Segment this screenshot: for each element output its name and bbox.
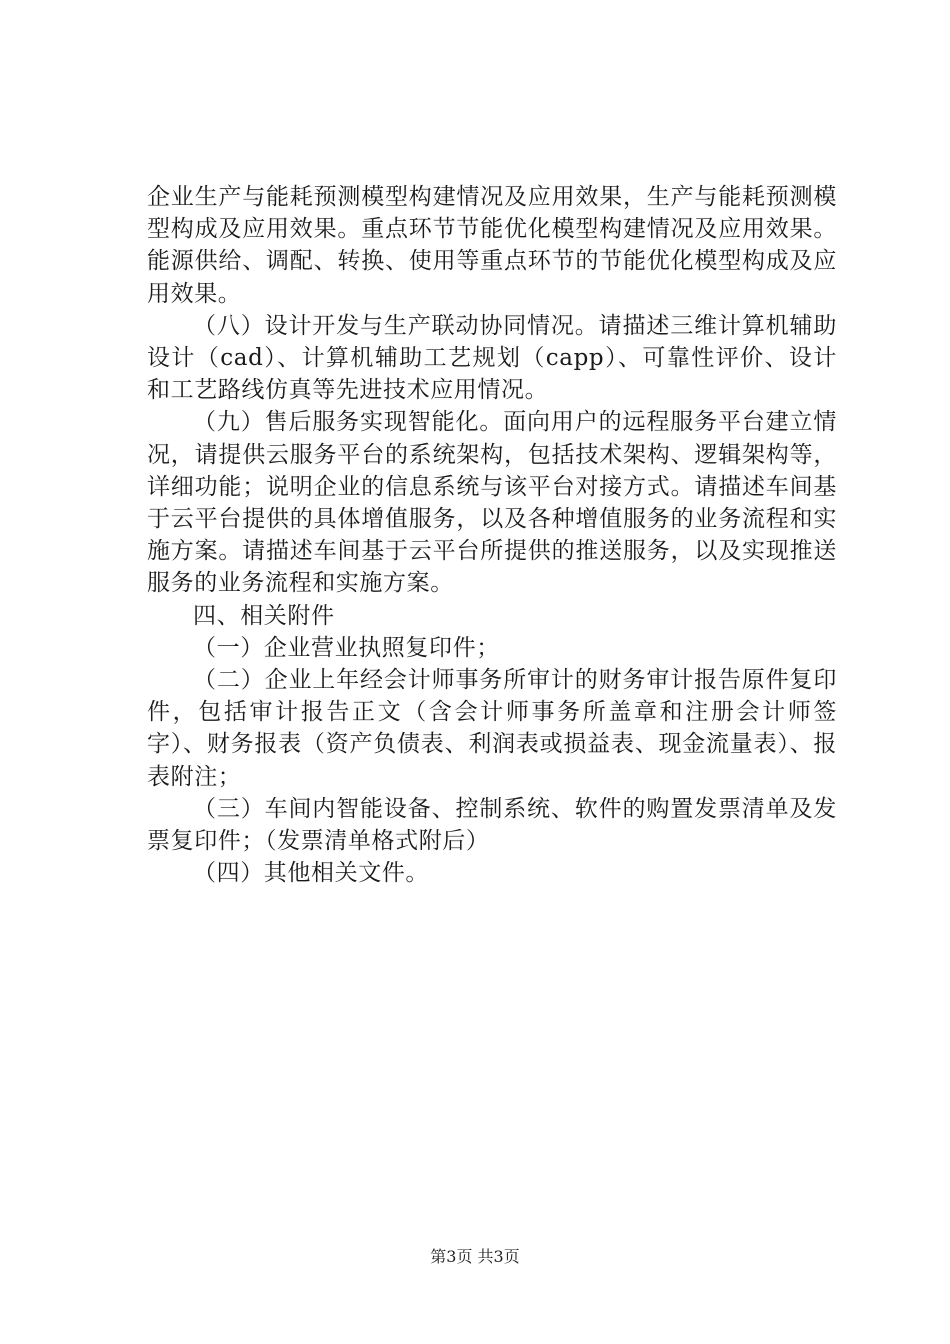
page-number-footer: 第3页 共3页 [430, 1247, 520, 1266]
section-heading-attachments: 四、相关附件 [193, 602, 335, 629]
attachment-item-4: （四）其他相关文件。 [193, 860, 429, 887]
attachment-item-1: （一）企业营业执照复印件； [193, 634, 500, 661]
attachment-item-2: （二）企业上年经会计师事务所审计的财务审计报告原件复印件，包括审计报告正文（含会计师事务所盖章和注册会计师签字）、财务报表（资产负债表、利润表或损益表、现金流量表）、报表附注； [147, 667, 837, 790]
attachment-item-3: （三）车间内智能设备、控制系统、软件的购置发票清单及发票复印件；（发票清单格式附后） [147, 795, 837, 855]
paragraph-item-8: （八）设计开发与生产联动协同情况。请描述三维计算机辅助设计（cad）、计算机辅助工艺规划（capp）、可靠性评价、设计和工艺路线仿真等先进技术应用情况。 [147, 312, 837, 404]
document-body [147, 181, 837, 889]
paragraph-item-9: （九）售后服务实现智能化。面向用户的远程服务平台建立情况，请提供云服务平台的系统架构，包括技术架构、逻辑架构等，详细功能；说明企业的信息系统与该平台对接方式。请描述车间基于云平台提供的具体增值服务，以及各种增值服务的业务流程和实施方案。请描述车间基于云平台所提供的推送服务，以及实现推送服务的业务流程和实施方案。 [147, 409, 837, 597]
paragraph-energy-models: 企业生产与能耗预测模型构建情况及应用效果，生产与能耗预测模型构成及应用效果。重点环节节能优化模型构建情况及应用效果。能源供给、调配、转换、使用等重点环节的节能优化模型构成及应用效果。 [147, 184, 837, 307]
